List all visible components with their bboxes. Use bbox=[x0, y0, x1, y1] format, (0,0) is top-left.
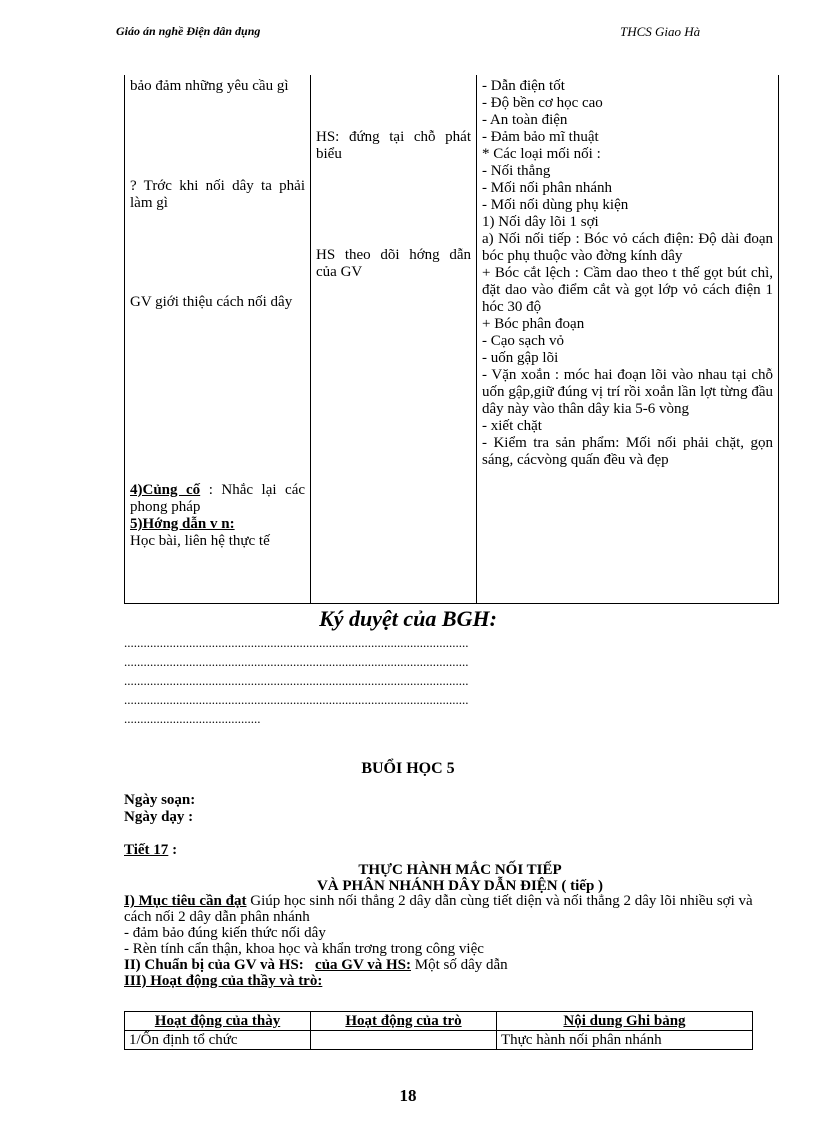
teacher-activity-cell bbox=[125, 75, 311, 604]
board-content-cell bbox=[477, 75, 779, 604]
signature-line: .......................................... bbox=[124, 711, 261, 726]
consolidation-label: 4)Củng cố bbox=[130, 482, 201, 498]
objectives-block bbox=[124, 893, 764, 989]
objectives-line: - đảm bảo đúng kiến thức nối dây bbox=[124, 925, 326, 941]
col1-summary bbox=[130, 482, 305, 550]
prep-date: Ngày soạn: bbox=[124, 792, 196, 808]
lesson-title-line1: THỰC HÀNH MẮC NỐI TIẾP bbox=[358, 862, 562, 878]
board-line: a) Nối nối tiếp : Bóc vỏ cách điện: Độ dài đoạn bóc phụ thuộc vào đờng kính dây bbox=[482, 231, 773, 264]
board-line: + Bóc phân đoạn bbox=[482, 316, 585, 332]
col2-item: HS theo dõi hớng dẫn của GV bbox=[316, 247, 471, 280]
table-header: Hoạt động của thày bbox=[125, 1012, 311, 1031]
board-line: + Bóc cắt lệch : Cầm dao theo t thế gọt bút chì, đặt dao vào điểm cắt và gọt lớp vỏ cách điện 1 hóc 30 độ bbox=[482, 265, 773, 315]
session-title: BUỔI HỌC 5 bbox=[361, 760, 455, 777]
header-left: Giáo án nghề Điện dân dụng bbox=[116, 24, 261, 38]
signature-line: .......................................................................................................... bbox=[124, 692, 469, 707]
board-line: - uốn gập lõi bbox=[482, 350, 559, 366]
signature-line: .......................................................................................................... bbox=[124, 673, 469, 688]
board-line: - Kiểm tra sản phẩm: Mối nối phải chặt, gọn sáng, cácvòng quấn đều và đẹp bbox=[482, 435, 773, 468]
board-line: - Dẫn điện tốt bbox=[482, 78, 565, 94]
table-header: Nội dung Ghi bảng bbox=[497, 1012, 753, 1031]
table-cell bbox=[311, 1031, 497, 1050]
board-line: - Mối nối dùng phụ kiện bbox=[482, 197, 629, 213]
board-line: 1) Nối dây lõi 1 sợi bbox=[482, 214, 599, 230]
table-cell: 1/Ổn định tổ chức bbox=[125, 1031, 311, 1050]
board-line: - xiết chặt bbox=[482, 418, 542, 434]
board-line: - Đảm bảo mĩ thuật bbox=[482, 129, 599, 145]
student-activity-cell bbox=[311, 75, 477, 604]
board-line: - Vặn xoắn : móc hai đoạn lõi vào nhau tại chỗ uốn gập,giữ đúng vị trí rồi xoắn lần lợt từng đầu dây này vào thân dây kia 5-6 vòng bbox=[482, 367, 773, 417]
board-line: - Nối thẳng bbox=[482, 163, 551, 179]
objectives-line: - Rèn tính cẩn thận, khoa học và khẩn trơng trong công việc bbox=[124, 941, 484, 957]
lesson-title-line2: VÀ PHÂN NHÁNH DÂY DẪN ĐIỆN bbox=[316, 878, 558, 894]
guidance-label: 5)Hớng dẫn v n: bbox=[130, 516, 235, 532]
signature-line: .......................................................................................................... bbox=[124, 635, 469, 650]
lesson-title bbox=[180, 862, 740, 894]
page-number: 18 bbox=[399, 1086, 417, 1105]
col1-item: ? Trớc khi nối dây ta phải làm gì bbox=[130, 178, 305, 211]
prep-text: Một số dây dẫn bbox=[411, 957, 508, 973]
col1-item: GV giới thiệu cách nối dây bbox=[130, 294, 293, 310]
table-header: Hoạt động của trò bbox=[311, 1012, 497, 1031]
lesson-table bbox=[124, 75, 779, 604]
guidance-text: Học bài, liên hệ thực tế bbox=[130, 533, 270, 549]
approval-title: Ký duyệt của BGH: bbox=[319, 606, 497, 631]
board-line: * Các loại mối nối : bbox=[482, 146, 601, 162]
header-right: THCS Giao Hà bbox=[620, 24, 701, 39]
consolidation-text: : Nhắc lại các phong pháp bbox=[130, 482, 306, 515]
board-line: - An toàn điện bbox=[482, 112, 568, 128]
prep-label: II) Chuẩn bị của GV và HS: bbox=[124, 957, 304, 973]
table-cell: Thực hành nối phân nhánh bbox=[497, 1031, 753, 1050]
table-header-row bbox=[125, 1012, 753, 1031]
col2-item: HS: đứng tại chỗ phát biểu bbox=[316, 129, 471, 162]
period-label: Tiết 17 : bbox=[124, 842, 178, 858]
objectives-text: Giúp học sinh nối thẳng 2 dây dẫn cùng tiết diện và nối thẳng 2 dây lõi nhiều sợi và cách nối 2 dây dẫn phân nhánh bbox=[124, 893, 753, 925]
board-line: - Độ bền cơ học cao bbox=[482, 95, 603, 111]
board-line: - Mối nối phân nhánh bbox=[482, 180, 612, 196]
activities-table bbox=[124, 1011, 753, 1050]
board-line: - Cạo sạch vỏ bbox=[482, 333, 565, 349]
prep-sub: của GV và HS: bbox=[315, 957, 412, 973]
activities-label: III) Hoạt động của thầy và trò: bbox=[124, 973, 323, 989]
signature-line: .......................................................................................................... bbox=[124, 654, 469, 669]
col1-item: bảo đảm những yêu cầu gì bbox=[130, 78, 289, 94]
teach-date: Ngày dạy : bbox=[124, 809, 194, 825]
dates-block bbox=[124, 792, 195, 826]
objectives-label: I) Mục tiêu cần đạt bbox=[124, 893, 247, 909]
lesson-title-tag: ( tiếp ) bbox=[561, 878, 604, 894]
table-row bbox=[125, 1031, 753, 1050]
